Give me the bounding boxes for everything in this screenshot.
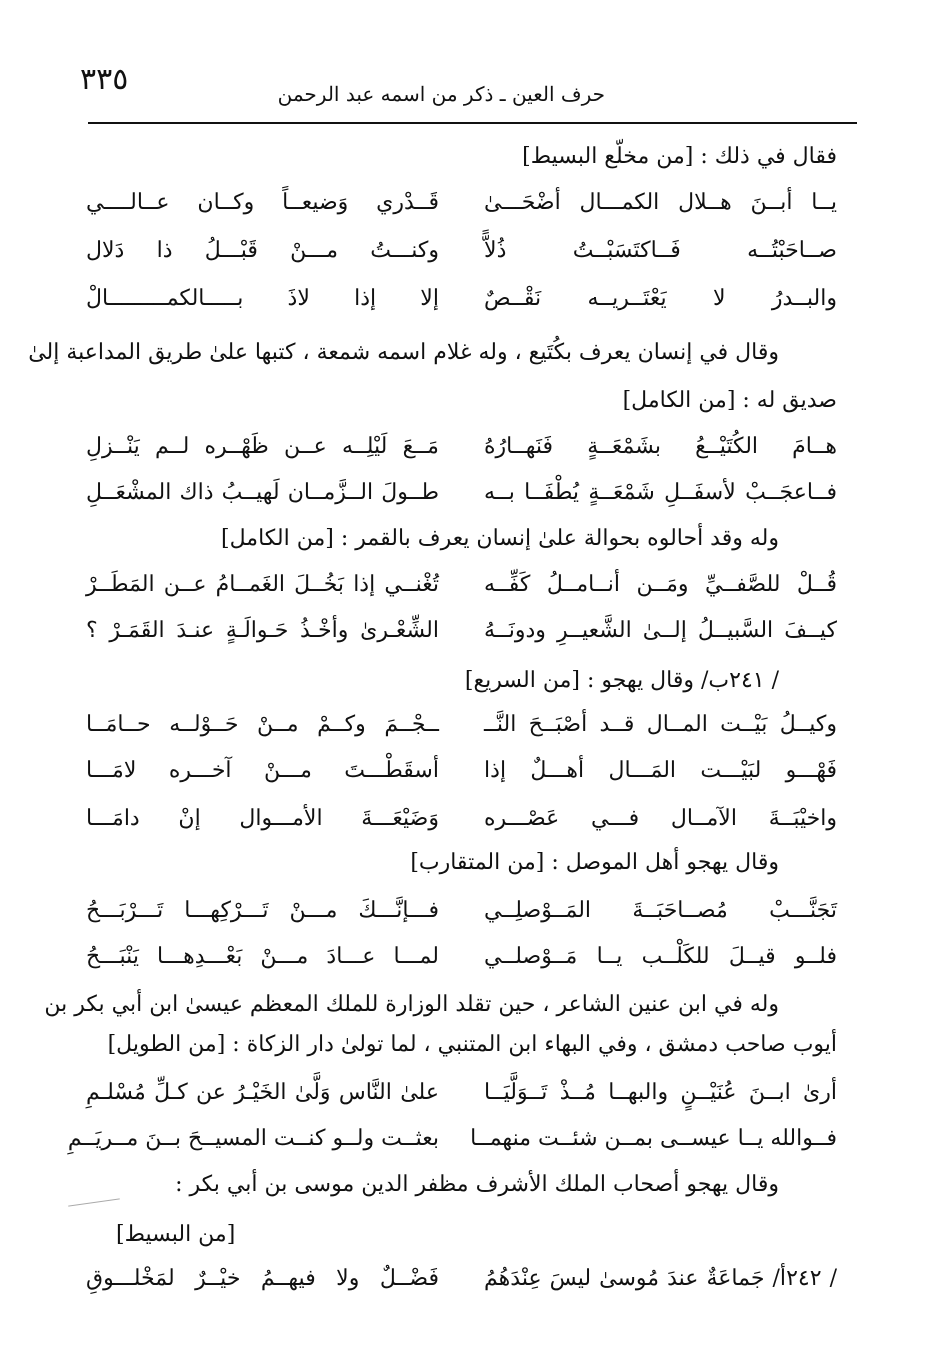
verse-line	[86, 476, 837, 510]
verse-line	[86, 1076, 837, 1110]
running-header: حرف العين ـ ذكر من اسمه عبد الرحمن	[277, 82, 605, 106]
verse-line	[86, 568, 837, 602]
hemistich-second: فَضْــلٌ ولا فيهــمُ خيْــرٌ لمَخْلـــوقِ	[86, 1266, 439, 1291]
verse-line	[86, 754, 837, 788]
verse-line	[86, 430, 837, 464]
prose-line: فقال في ذلك : [من مخلّع البسيط]	[522, 144, 837, 169]
hemistich-second: وكنـــتُ مـــنْ قَبْـــلُ ذا دَلال	[86, 238, 439, 263]
hemistich-first: وكيــلُ بَيْــت المــال قــد أصْبَــحَ النَّــ	[484, 712, 837, 737]
verse-line	[86, 708, 837, 742]
verse-line	[86, 802, 837, 836]
prose-line: وله وقد أحالوه بحوالة علىٰ إنسان يعرف بالقمر : [من الكامل]	[221, 526, 779, 551]
verse-line	[86, 1262, 837, 1296]
hemistich-first: قُــلْ للصَّفــيِّ ومَــن أنــامــلُ كَفِّــه	[484, 572, 837, 597]
hemistich-first: / ٢٤٢أ/ جَماعَةٌ عندَ مُوسىٰ ليسَ عِنْدَهُمُ	[484, 1266, 838, 1291]
hemistich-second: الشِّعْـرىٰ وأخْـذُ حَـوالَـةٍ عنـدَ القَمَـرْ ؟	[86, 618, 439, 643]
header-rule	[88, 122, 857, 124]
hemistich-second: ــجْــمَ وكــمْ مــنْ حَــوْلــه حــامَــا	[86, 712, 439, 737]
hemistich-first: واخيْبَــةَ الآمــال فـــي عَصْـــره	[484, 806, 837, 831]
prose-line: وقال يهجو أصحاب الملك الأشرف مظفر الدين موسى بن أبي بكر :	[175, 1172, 779, 1197]
hemistich-second: قَــدْري وَضيعــاً وكــان عــالــــي	[86, 190, 439, 215]
verse-line	[86, 282, 837, 316]
prose-line: وله في ابن عنين الشاعر ، حين تقلد الوزارة للملك المعظم عيسىٰ ابن أبي بكر بن	[44, 992, 779, 1017]
hemistich-second: فـــإنَّـــكَ مـــنْ تَـــرْكِهـــا تَـــرْبَـــحُ	[86, 898, 439, 923]
verse-line	[86, 234, 837, 268]
hemistich-second: أسقَطْـــتَ مـــنْ آخـــره لامَـــا	[86, 758, 439, 783]
hemistich-first: صــاحَبْتُــه فَــاكتَسَبْــتُ ذُلاًّ	[484, 238, 837, 263]
verse-line	[86, 614, 837, 648]
prose-line: وقال يهجو أهل الموصل : [من المتقارب]	[410, 850, 779, 875]
verse-line	[67, 1122, 837, 1156]
page-number: ٣٣٥	[80, 62, 129, 97]
hemistich-second: مَــعَ لَيْلِــه عــن ظَهْــره لــم يَنْــزلِ	[86, 434, 439, 459]
hemistich-second: علىٰ النَّاس وَلَّىٰ الخَيْـرُ عن كـلِّ مُسْلـمِ	[86, 1080, 439, 1105]
verse-line	[86, 940, 837, 974]
hemistich-first: يــا أبــنَ هــلال الكمـــال أضْحَـــىٰ	[484, 190, 837, 215]
hemistich-first: فــاعجَــبْ لأسفَــلِ شَمْعَــةٍ يُطْفَــا بــه	[484, 480, 837, 505]
hemistich-second: تُغْنــي إذا بَخُــلَ الغَمــامُ عــن المَطَــرْ	[86, 572, 439, 597]
hemistich-first: تَجَنَّـــبْ مُصــاحَبَــةَ المَــوْصلِــي	[484, 898, 837, 923]
prose-line: [من البسيط]	[116, 1222, 236, 1247]
hemistich-first: والبــدرُ لا يَعْتَــريــه نَقْــصٌ	[484, 286, 837, 311]
hemistich-first: فــوالله يــا عيســى بمــن شئــت منهمــا	[470, 1126, 837, 1151]
prose-line: صديق له : [من الكامل]	[622, 388, 837, 413]
verse-line	[86, 186, 837, 220]
prose-line: وقال في إنسان يعرف بكُتَيع ، وله غلام اسمه شمعة ، كتبها علىٰ طريق المداعبة إلىٰ	[28, 340, 779, 365]
verse-line	[86, 894, 837, 928]
prose-line: أيوب صاحب دمشق ، وفي البهاء ابن المتنبي ، لما تولىٰ دار الزكاة : [من الطويل]	[107, 1032, 837, 1057]
hemistich-second: إلا إذا لاذَ بـــــالكمـــــــــالْ	[86, 286, 439, 311]
hemistich-first: كيــفَ السَّبيــلُ إلــىٰ الشَّعيــرِ ودونَــهُ	[484, 618, 837, 643]
hemistich-first: هــامَ الكُتَيْــعُ بشَمْعَــةٍ فَنَهــارُهُ	[484, 434, 837, 459]
hemistich-second: لمـــا عـــادَ مـــنْ بَعْـــدِهـــا يَنْبَـــحُ	[86, 944, 439, 969]
hemistich-second: طــولَ الــزَّمــان لَهيــبُ ذاك المشْعَــلِ	[86, 480, 439, 505]
hemistich-first: أرىٰ ابــنَ عُنَيْــنٍ والبهــا مُــذْ تَــوَلَّيَــا	[484, 1080, 837, 1105]
hemistich-second: وَضَيْعَـــةَ الأمـــوال إنْ دامَـــا	[86, 806, 439, 831]
hemistich-second: بعثــت ولــو كنــت المسيــحَ بــنَ مــريَــمِ	[67, 1126, 439, 1151]
prose-line: / ٢٤١ب/ وقال يهجو : [من السريع]	[464, 668, 779, 693]
hemistich-first: فَهْـــو لبَيْـــت المَـــال أهـــلٌ إذا	[484, 758, 837, 783]
hemistich-first: فلــو قيــلَ للكَلْــب يــا مَــوْصلــي	[484, 944, 837, 969]
